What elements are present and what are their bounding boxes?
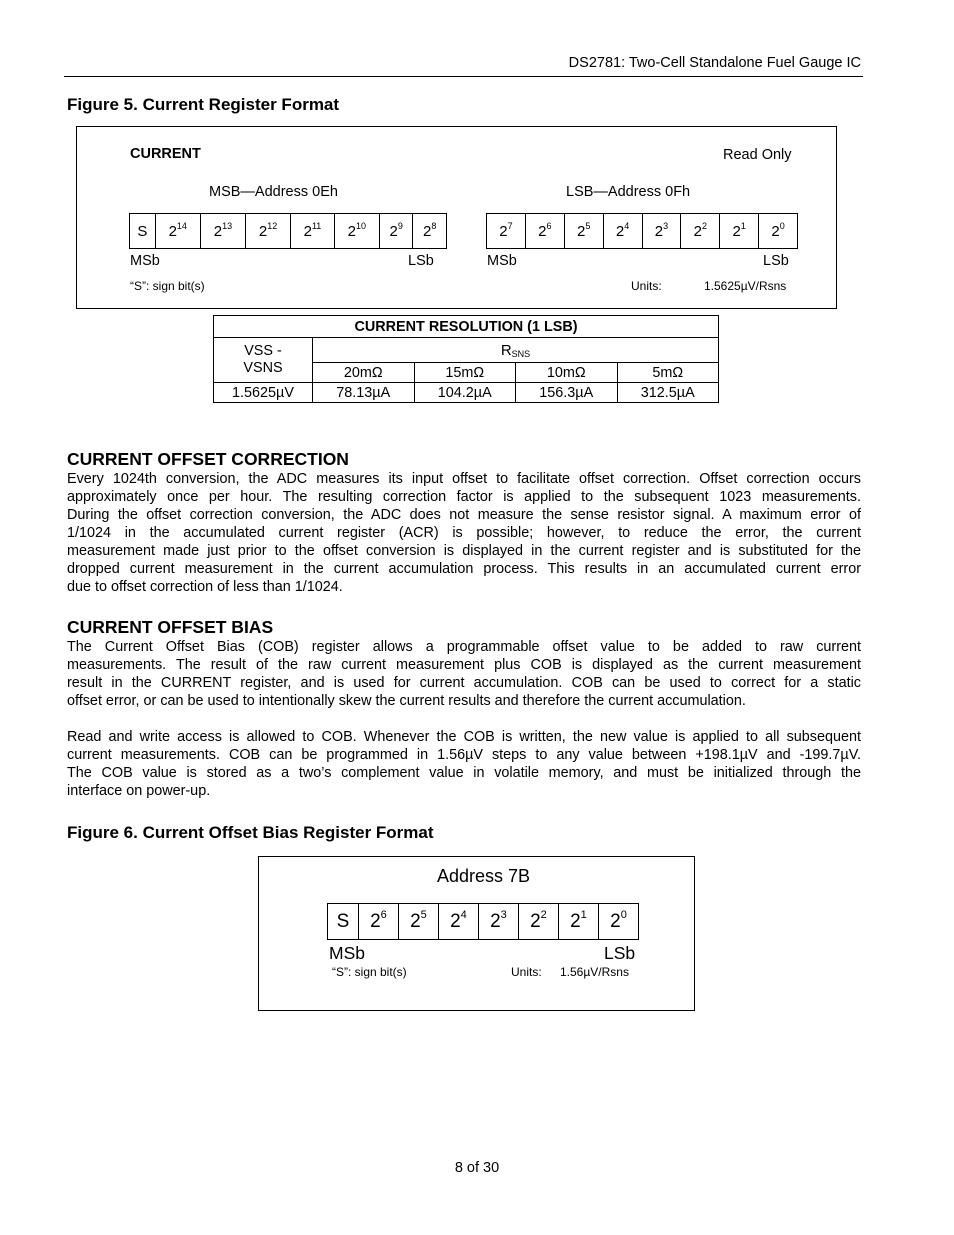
bit-base: 2 (410, 910, 421, 932)
paragraph-line: measurement made just prior to the offset conversion is displayed in the current register and is substituted for the (67, 543, 861, 559)
lsb-end-label-2: LSb (763, 253, 789, 269)
bit-exponent: 4 (460, 908, 467, 921)
paragraph-line: measurements. The result of the raw current measurement plus COB is displayed as the current measurement (67, 657, 861, 673)
bit-base: 2 (693, 222, 702, 240)
bit-exponent: 5 (420, 908, 427, 921)
figure6-title: Figure 6. Current Offset Bias Register Format (67, 823, 434, 842)
bit-base: 2 (303, 222, 312, 240)
paragraph-line: The COB value is stored as a two’s complement value in volatile memory, and must be initialized through the (67, 765, 861, 781)
bit-exponent: 4 (624, 220, 630, 231)
register-bit (328, 904, 359, 940)
row-header-line1: VSS - (244, 343, 282, 359)
paragraph-line: 1/1024 in the accumulated current register (ACR) is possible; however, to reduce the error, the current (67, 525, 861, 541)
register-bit (525, 214, 564, 249)
register-bit (358, 904, 398, 940)
register-bit (642, 214, 681, 249)
current-value: 78.13µA (313, 383, 415, 403)
bit-exponent: 2 (540, 908, 547, 921)
paragraph-line: due to offset correction of less than 1/1024. (67, 579, 343, 595)
bit-base: S (137, 222, 148, 240)
paragraph-line: interface on power-up. (67, 783, 211, 799)
cob-address-label: Address 7B (437, 866, 531, 886)
msb-address-label: MSB—Address 0Eh (209, 184, 338, 200)
bit-base: 2 (499, 222, 508, 240)
bit-base: 2 (370, 910, 381, 932)
bit-base: 2 (654, 222, 664, 240)
register-bit (246, 214, 291, 249)
figure5-title: Figure 5. Current Register Format (67, 95, 340, 114)
register-bit (398, 904, 438, 940)
cob-sign-note: “S”: sign bit(s) (332, 965, 407, 979)
bit-exponent: 1 (580, 908, 587, 921)
paragraph-line: During the offset correction conversion, the ADC does not measure the sense resistor signal. A maximum error of (67, 507, 861, 523)
bit-base: 2 (610, 910, 621, 932)
rsns-subscript: SNS (511, 348, 531, 359)
register-bit (558, 904, 598, 940)
cob-units-label: Units: (511, 965, 542, 979)
bit-base: 2 (258, 222, 268, 240)
resistor-value: 20mΩ (313, 363, 415, 383)
bit-exponent: 12 (267, 220, 278, 231)
access-label: Read Only (723, 147, 792, 163)
register-bit (487, 214, 526, 249)
cob-lsb-end-label: LSb (604, 943, 636, 963)
bit-exponent: 2 (701, 220, 707, 231)
register-bit (413, 214, 447, 249)
paragraph-line: offset error, or can be used to intentionally skew the current results and therefore the current accumulation. (67, 693, 746, 709)
bit-base: 2 (732, 222, 741, 240)
bit-exponent: 1 (740, 220, 746, 231)
bit-exponent: 8 (431, 220, 437, 231)
header-rule (64, 76, 863, 77)
current-value: 104.2µA (414, 383, 516, 403)
cob-register-table (327, 903, 639, 940)
register-bit (598, 904, 638, 940)
offset-correction-body (67, 470, 861, 596)
register-bit (681, 214, 720, 249)
bit-exponent: 3 (500, 908, 507, 921)
current-resolution-table (213, 315, 719, 403)
offset-bias-paragraph-1 (67, 638, 861, 710)
bit-exponent: 6 (380, 908, 387, 921)
bit-base: 2 (490, 910, 501, 932)
units-label: Units: (631, 279, 662, 293)
paragraph-line: result in the CURRENT register, and is used for current accumulation. COB can be used to correct for a static (67, 675, 861, 691)
cob-units-value: 1.56µV/Rsns (560, 965, 629, 979)
register-bit (334, 214, 379, 249)
current-value: 156.3µA (516, 383, 618, 403)
bit-base: 2 (168, 222, 177, 240)
paragraph-line: current measurements. COB can be programmed in 1.56µV steps to any value between +198.1µV and -199.7µV. (67, 747, 861, 763)
register-name: CURRENT (130, 146, 201, 162)
rsns-label: R (500, 341, 512, 359)
register-bit (200, 214, 245, 249)
resistor-value: 10mΩ (516, 363, 618, 383)
bit-base: 2 (771, 222, 780, 240)
register-bit (438, 904, 478, 940)
register-bit (478, 904, 518, 940)
bit-base: S (336, 910, 350, 932)
register-bit (291, 214, 335, 249)
msb-end-label-2: MSb (487, 253, 517, 269)
bit-base: 2 (570, 910, 581, 932)
current-value: 312.5µA (617, 383, 719, 403)
rsns-header (313, 338, 719, 363)
bit-exponent: 6 (546, 220, 552, 231)
bit-exponent: 3 (663, 220, 669, 231)
bit-exponent: 0 (779, 220, 785, 231)
cob-msb-end-label: MSb (329, 943, 365, 963)
lsb-end-label: LSb (408, 253, 434, 269)
lsb-register-table (486, 213, 798, 249)
row-header-line2: VSNS (243, 360, 283, 376)
bit-base: 2 (615, 222, 625, 240)
lsb-address-label: LSB—Address 0Fh (566, 184, 691, 200)
bit-exponent: 10 (355, 220, 366, 231)
bit-exponent: 7 (507, 220, 513, 231)
register-bit (564, 214, 603, 249)
units-value: 1.5625µV/Rsns (704, 279, 787, 293)
paragraph-line: Read and write access is allowed to COB. Whenever the COB is written, the new value is applied to all subsequent (67, 729, 861, 745)
register-bit (720, 214, 759, 249)
resistor-value: 15mΩ (414, 363, 516, 383)
offset-correction-heading: CURRENT OFFSET CORRECTION (67, 449, 349, 469)
paragraph-line: The Current Offset Bias (COB) register allows a programmable offset value to be added to raw current (67, 639, 861, 655)
bit-exponent: 13 (222, 220, 233, 231)
bit-base: 2 (423, 222, 432, 240)
msb-end-label: MSb (130, 253, 160, 269)
document-header-title: DS2781: Two-Cell Standalone Fuel Gauge IC (568, 55, 861, 71)
bit-base: 2 (347, 222, 356, 240)
resistor-value: 5mΩ (617, 363, 719, 383)
bit-base: 2 (538, 222, 547, 240)
register-bit (518, 904, 558, 940)
register-bit (155, 214, 200, 249)
bit-base: 2 (577, 222, 586, 240)
msb-register-table (129, 213, 447, 249)
bit-base: 2 (530, 910, 541, 932)
sign-note: “S”: sign bit(s) (130, 279, 205, 293)
register-bit (603, 214, 642, 249)
vss-value: 1.5625µV (214, 383, 313, 403)
bit-exponent: 14 (176, 220, 187, 231)
paragraph-line: Every 1024th conversion, the ADC measures its input offset to facilitate offset correction. Offset correction occurs (67, 471, 861, 487)
bit-exponent: 0 (620, 908, 627, 921)
offset-bias-heading: CURRENT OFFSET BIAS (67, 617, 274, 637)
register-bit (379, 214, 413, 249)
bit-base: 2 (389, 222, 398, 240)
paragraph-line: approximately once per hour. The resulting correction factor is applied to the subsequent 1023 measurements. (67, 489, 861, 505)
offset-bias-paragraph-2 (67, 728, 861, 800)
page-number: 8 of 30 (454, 1160, 500, 1176)
bit-base: 2 (213, 222, 223, 240)
bit-exponent: 11 (311, 220, 322, 231)
bit-base: 2 (450, 910, 461, 932)
paragraph-line: dropped current measurement in the current accumulation process. This results in an accumulated current error (67, 561, 861, 577)
resolution-table-title: CURRENT RESOLUTION (1 LSB) (214, 316, 719, 338)
bit-exponent: 5 (585, 220, 591, 231)
row-header-vss (214, 338, 313, 383)
register-bit (759, 214, 798, 249)
bit-exponent: 9 (397, 220, 403, 231)
register-bit (130, 214, 156, 249)
